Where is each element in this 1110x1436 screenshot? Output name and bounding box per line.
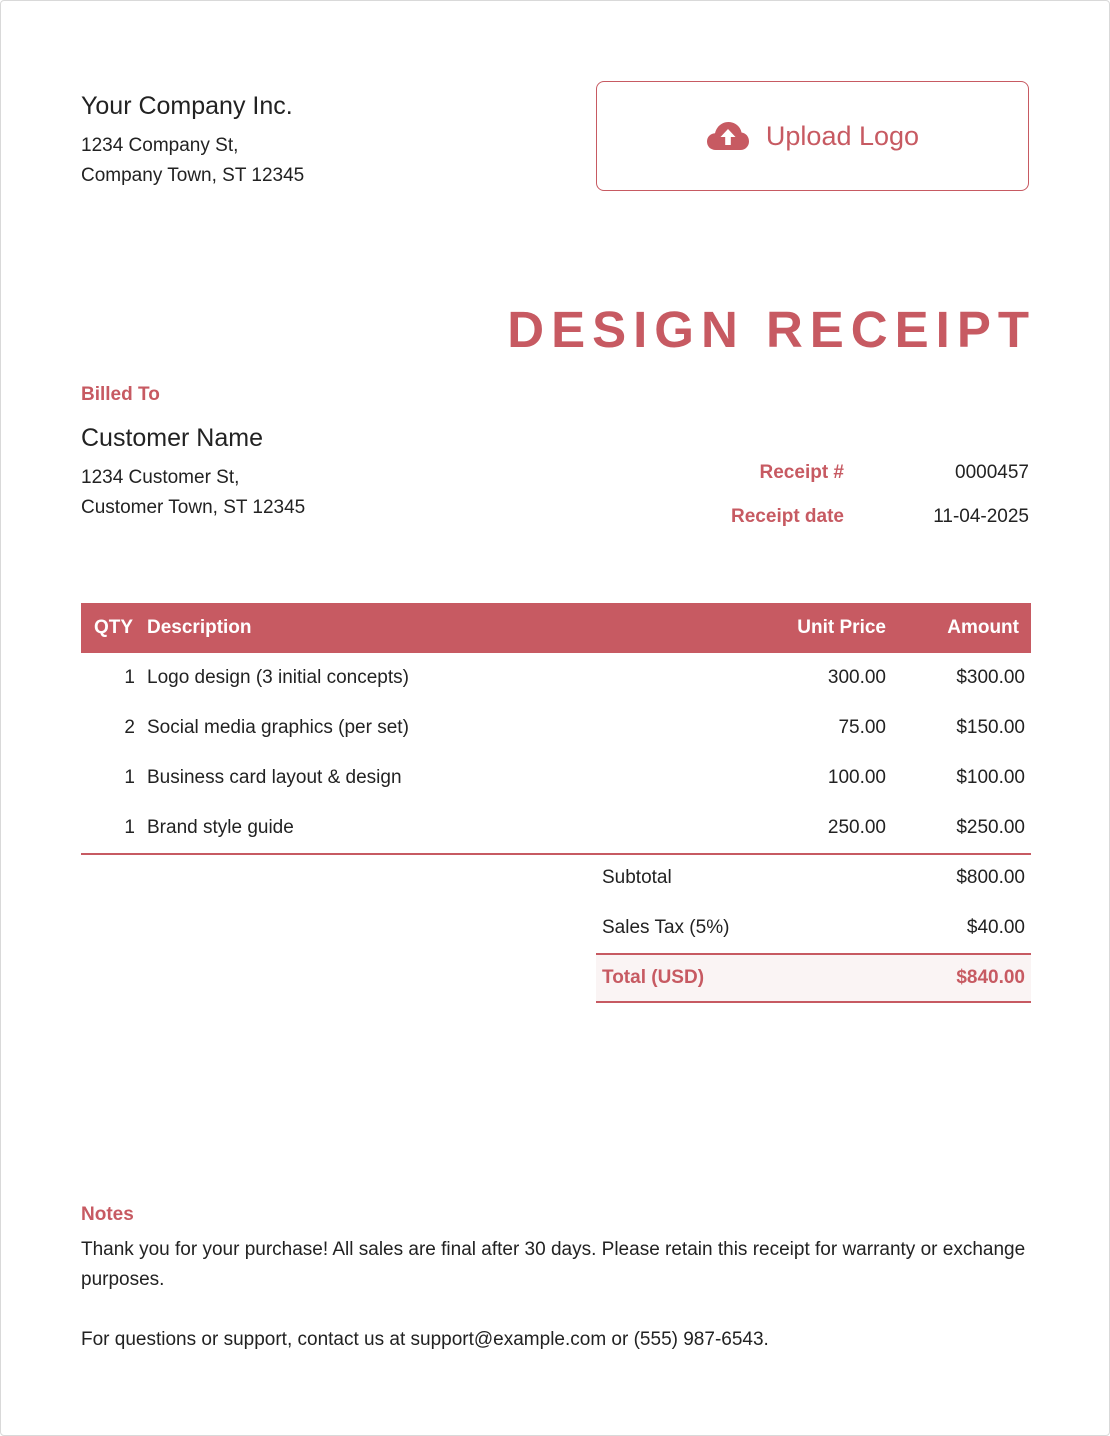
row-description: Logo design (3 initial concepts) (147, 667, 409, 688)
notes-section (81, 1201, 1031, 1385)
receipt-date-label: Receipt date (731, 506, 844, 527)
row-unit-price: 300.00 (827, 667, 886, 688)
row-unit-price: 250.00 (827, 817, 886, 838)
total-row (596, 953, 1031, 1003)
table-row (81, 653, 1031, 703)
receipt-number-value: 0000457 (955, 462, 1029, 483)
receipt-number-label: Receipt # (759, 462, 844, 483)
receipt-meta (609, 451, 1029, 539)
row-qty: 2 (124, 717, 135, 738)
receipt-date-value: 11-04-2025 (933, 506, 1029, 527)
header-amount: Amount (947, 617, 1019, 638)
customer-address-line1: 1234 Customer St, (81, 467, 240, 488)
total-label: Total (USD) (602, 967, 705, 988)
subtotal-row (596, 853, 1031, 903)
sales-tax-label: Sales Tax (5%) (602, 917, 730, 938)
header-unit-price: Unit Price (797, 617, 886, 638)
upload-logo-button[interactable] (596, 81, 1029, 191)
row-qty: 1 (124, 817, 135, 838)
header-qty: QTY (94, 617, 134, 638)
row-description: Business card layout & design (147, 767, 402, 788)
customer-address-line2: Customer Town, ST 12345 (81, 497, 306, 518)
table-row (81, 703, 1031, 753)
items-table (81, 603, 1031, 855)
subtotal-value: $800.00 (956, 867, 1025, 888)
document-title: DESIGN RECEIPT (507, 301, 1036, 358)
table-row (81, 753, 1031, 803)
sales-tax-value: $40.00 (966, 917, 1025, 938)
company-info (81, 89, 501, 191)
billed-to-section (81, 381, 501, 523)
company-address-line1: 1234 Company St, (81, 135, 239, 156)
billed-to-heading: Billed To (81, 384, 160, 405)
row-qty: 1 (124, 667, 135, 688)
row-qty: 1 (124, 767, 135, 788)
row-unit-price: 100.00 (827, 767, 886, 788)
upload-logo-label: Upload Logo (765, 120, 920, 151)
row-description: Brand style guide (147, 817, 294, 838)
notes-paragraph-1: Thank you for your purchase! All sales are final after 30 days. Please retain this receipt for warranty or exchange purposes. (81, 1239, 1026, 1290)
cloud-upload-icon (706, 121, 750, 151)
company-name: Your Company Inc. (81, 92, 293, 120)
customer-name: Customer Name (81, 424, 263, 452)
row-amount: $300.00 (956, 667, 1025, 688)
header-description: Description (147, 617, 252, 638)
row-amount: $250.00 (956, 817, 1025, 838)
total-value: $840.00 (956, 967, 1025, 988)
receipt-number-row (609, 451, 1029, 495)
sales-tax-row (596, 903, 1031, 953)
totals-section (596, 853, 1031, 1003)
receipt-date-row (609, 495, 1029, 539)
row-amount: $150.00 (956, 717, 1025, 738)
row-description: Social media graphics (per set) (147, 717, 409, 738)
notes-paragraph-2: For questions or support, contact us at support@example.com or (555) 987-6543. (81, 1329, 769, 1350)
table-row (81, 803, 1031, 853)
notes-heading: Notes (81, 1204, 134, 1225)
company-address-line2: Company Town, ST 12345 (81, 165, 305, 186)
row-unit-price: 75.00 (838, 717, 886, 738)
items-table-header (81, 603, 1031, 653)
subtotal-label: Subtotal (602, 867, 672, 888)
row-amount: $100.00 (956, 767, 1025, 788)
